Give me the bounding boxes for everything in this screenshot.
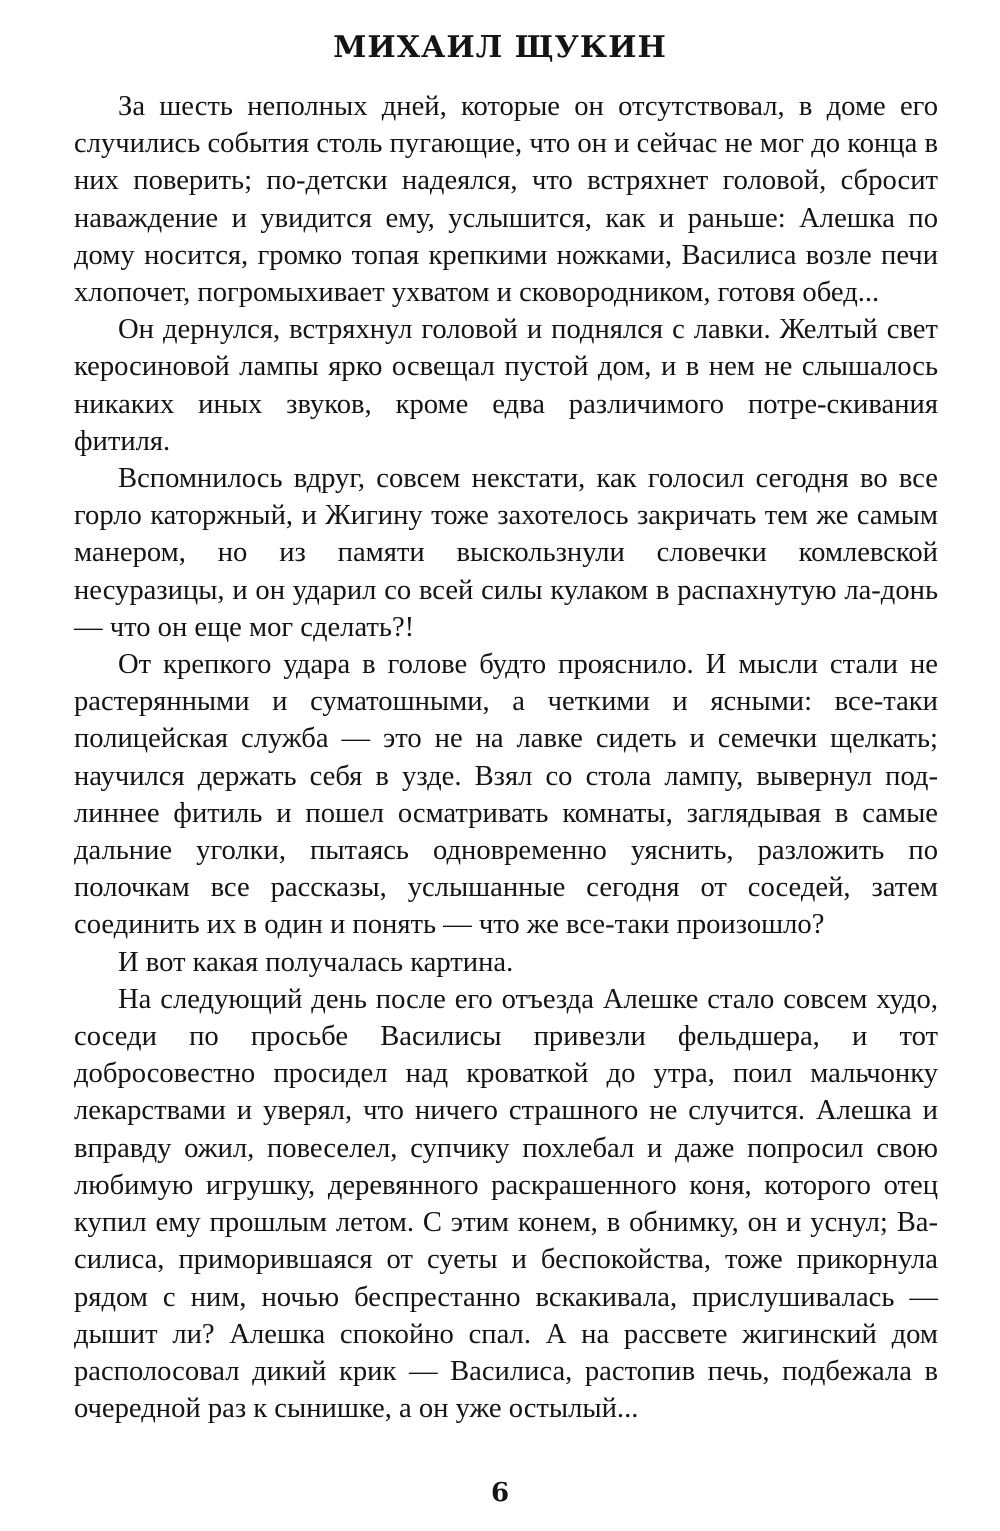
paragraph: Он дернулся, встряхнул головой и поднялся с лавки. Желтый свет керосиновой лампы ярко освещал пустой дом, и в нем не слышалось никаких иных звуков, кроме едва различимого потре-скивания фитиля. (74, 314, 938, 457)
running-head-author: МИХАИЛ ЩУКИН (333, 30, 667, 65)
paragraph: Вспомнилось вдруг, совсем некстати, как голосил сегодня во все горло каторжный, и Жигину тоже захотелось закричать тем же самым манером, но из памяти выскользнули словечки комлевской несуразицы, и он ударил со всей силы кулаком в распахнутую ла-донь — что он еще мог сделать?! (74, 463, 938, 643)
paragraph: На следующий день после его отъезда Алешке стало совсем худо, соседи по просьбе Василисы привезли фельдшера, и тот добросовестно просидел над кроваткой до утра, поил мальчонку лекарствами и уверял, что ничего страшного не случится. Алешка и вправду ожил, повеселел, супчику похлебал и даже попросил свою любимую игрушку, деревянного раскрашенного коня, которого отец купил ему прошлым летом. С этим конем, в обнимку, он и уснул; Ва-силиса, приморившаяся от суеты и беспокойства, тоже прикорнула рядом с ним, ночью беспрестанно вскакивала, прислушивалась — дышит ли? Алешка спокойно спал. А на рассвете жигинский дом располосовал дикий крик — Василиса, растопив печь, подбежала в очередной раз к сынишке, а он уже остылый... (74, 983, 938, 1425)
body-text (74, 88, 938, 1427)
paragraph: От крепкого удара в голове будто прояснило. И мысли стали не растерянными и суматошными, а четкими и ясными: все-таки полицейская служба — это не на лавке сидеть и семечки щелкать; научился держать себя в узде. Взял со стола лампу, вывернул под-линнее фитиль и пошел осматривать комнаты, заглядывая в самые дальние уголки, пытаясь одновременно уяснить, разложить по полочкам все рассказы, услышанные сегодня от соседей, затем соединить их в один и понять — что же все-таки произошло? (74, 649, 938, 941)
paragraph: И вот какая получалась картина. (118, 946, 514, 978)
paragraph: За шесть неполных дней, которые он отсутствовал, в доме его случились события столь пугающие, что он и сейчас не мог до конца в них поверить; по-детски надеялся, что встряхнет головой, сбросит наваждение и увидится ему, услышится, как и раньше: Алешка по дому носится, громко топая крепкими ножками, Василиса возле печи хлопочет, погромыхивает ухватом и сковородником, готовя обед... (74, 91, 938, 309)
page-number: 6 (490, 1478, 510, 1508)
